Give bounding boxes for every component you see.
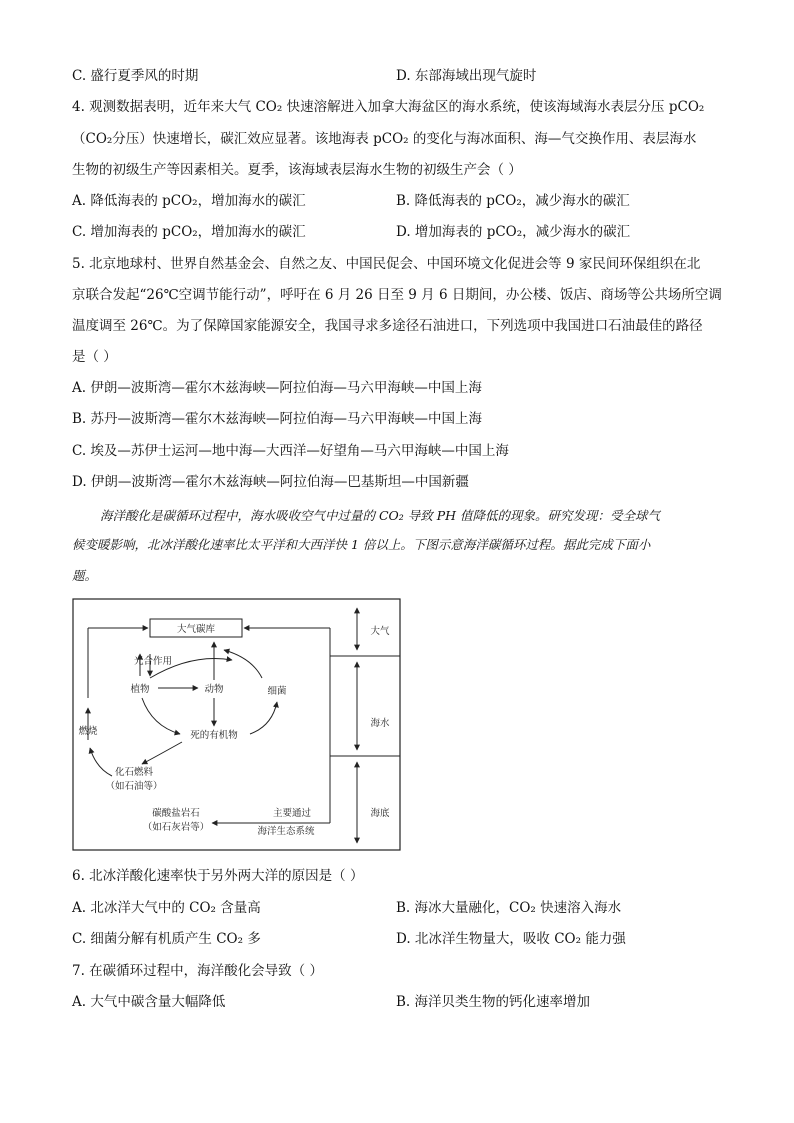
q6-option-b: B. 海冰大量融化，CO₂ 快速溶入海水 [396,900,622,916]
intro-line1: 海洋酸化是碳循环过程中，海水吸收空气中过量的 CO₂ 导致 PH 值降低的现象。研究发现：受全球气 [100,508,661,523]
fossil-fuel-label: 化石燃料 [114,767,154,778]
q7-stem: 7. 在碳循环过程中，海洋酸化会导致（ ） [72,963,323,979]
fossil-burning-arrow [90,748,112,776]
layer-water-label: 海水 [370,718,390,729]
q4-stem-line3: 生物的初级生产等因素相关。夏季，该海域表层海水生物的初级生产会（ ） [72,162,522,178]
q7-option-b: B. 海洋贝类生物的钙化速率增加 [396,994,591,1010]
q4-option-c: C. 增加海表的 pCO₂，增加海水的碳汇 [72,224,306,240]
dead-bacteria-arrow [250,702,277,734]
q5-option-b: B. 苏丹—波斯湾—霍尔木兹海峡—阿拉伯海—马六甲海峡—中国上海 [72,411,483,427]
q6-stem: 6. 北冰洋酸化速率快于另外两大洋的原因是（ ） [72,868,364,884]
q5-stem-line2: 京联合发起“26℃空调节能行动”，呼吁在 6 月 26 日至 9 月 6 日期间，办公楼、饭店、商场等公共场所空调 [72,287,722,303]
intro-line2: 候变暖影响，北冰洋酸化速率比太平洋和大西洋快 1 倍以上。下图示意海洋碳循环过程。据此完成下面小 [72,537,651,552]
plant-dead-arrow [142,698,180,734]
atmosphere-pool-label: 大气碳库 [176,624,216,635]
q4-stem-line1: 4. 观测数据表明，近年来大气 CO₂ 快速溶解进入加拿大海盆区的海水系统，使该海域海水表层分压 pCO₂ [72,99,705,115]
dead-fossil-arrow [142,742,182,764]
q4-option-b: B. 降低海表的 pCO₂，减少海水的碳汇 [396,193,630,209]
plants-label: 植物 [130,684,150,695]
prev-option-d: D. 东部海域出现气旋时 [396,68,537,84]
carbonate-example: （如石灰岩等） [142,822,210,833]
main-via-label: 主要通过 [272,808,312,819]
q5-option-c: C. 埃及—苏伊士运河—地中海—大西洋—好望角—马六甲海峡—中国上海 [72,443,509,459]
fossil-fuel-example: （如石油等） [105,781,163,792]
q6-option-a: A. 北冰洋大气中的 CO₂ 含量高 [72,900,261,916]
q7-option-a: A. 大气中碳含量大幅降低 [72,994,226,1010]
q4-stem-line2: （CO₂分压）快速增长，碳汇效应显著。该地海表 pCO₂ 的变化与海冰面积、海—气交换作用、表层海水 [72,131,697,147]
q5-stem-line4: 是（ ） [72,349,117,365]
bacteria-respiration-arrow [224,650,262,678]
q5-option-d: D. 伊朗—波斯湾—霍尔木兹海峡—阿拉伯海—巴基斯坦—中国新疆 [72,474,469,490]
intro-line3: 题。 [72,568,98,583]
carbon-cycle-diagram [72,598,402,852]
layer-bottom-label: 海底 [370,808,390,819]
carbonate-label: 碳酸盐岩石 [152,808,200,819]
marine-eco-label: 海洋生态系统 [257,826,315,837]
q5-stem-line3: 温度调至 26℃。为了保障国家能源安全，我国寻求多途径石油进口，下列选项中我国进口石油最佳的路径 [72,318,703,334]
prev-option-c: C. 盛行夏季风的时期 [72,68,199,84]
q6-option-d: D. 北冰洋生物量大，吸收 CO₂ 能力强 [396,931,626,947]
q4-option-a: A. 降低海表的 pCO₂，增加海水的碳汇 [72,193,306,209]
photosynthesis-label: 光合作用 [134,656,173,667]
q5-option-a: A. 伊朗—波斯湾—霍尔木兹海峡—阿拉伯海—马六甲海峡—中国上海 [72,380,482,396]
layer-air-label: 大气 [370,626,390,637]
q6-option-c: C. 细菌分解有机质产生 CO₂ 多 [72,931,261,947]
bacteria-label: 细菌 [267,686,287,697]
burning-label: 燃烧 [78,726,98,737]
animals-label: 动物 [204,684,224,695]
dead-organic-label: 死的有机物 [190,730,238,741]
q5-stem-line1: 5. 北京地球村、世界自然基金会、自然之友、中国民促会、中国环境文化促进会等 9 家民间环保组织在北 [72,256,701,272]
q4-option-d: D. 增加海表的 pCO₂，减少海水的碳汇 [396,224,631,240]
